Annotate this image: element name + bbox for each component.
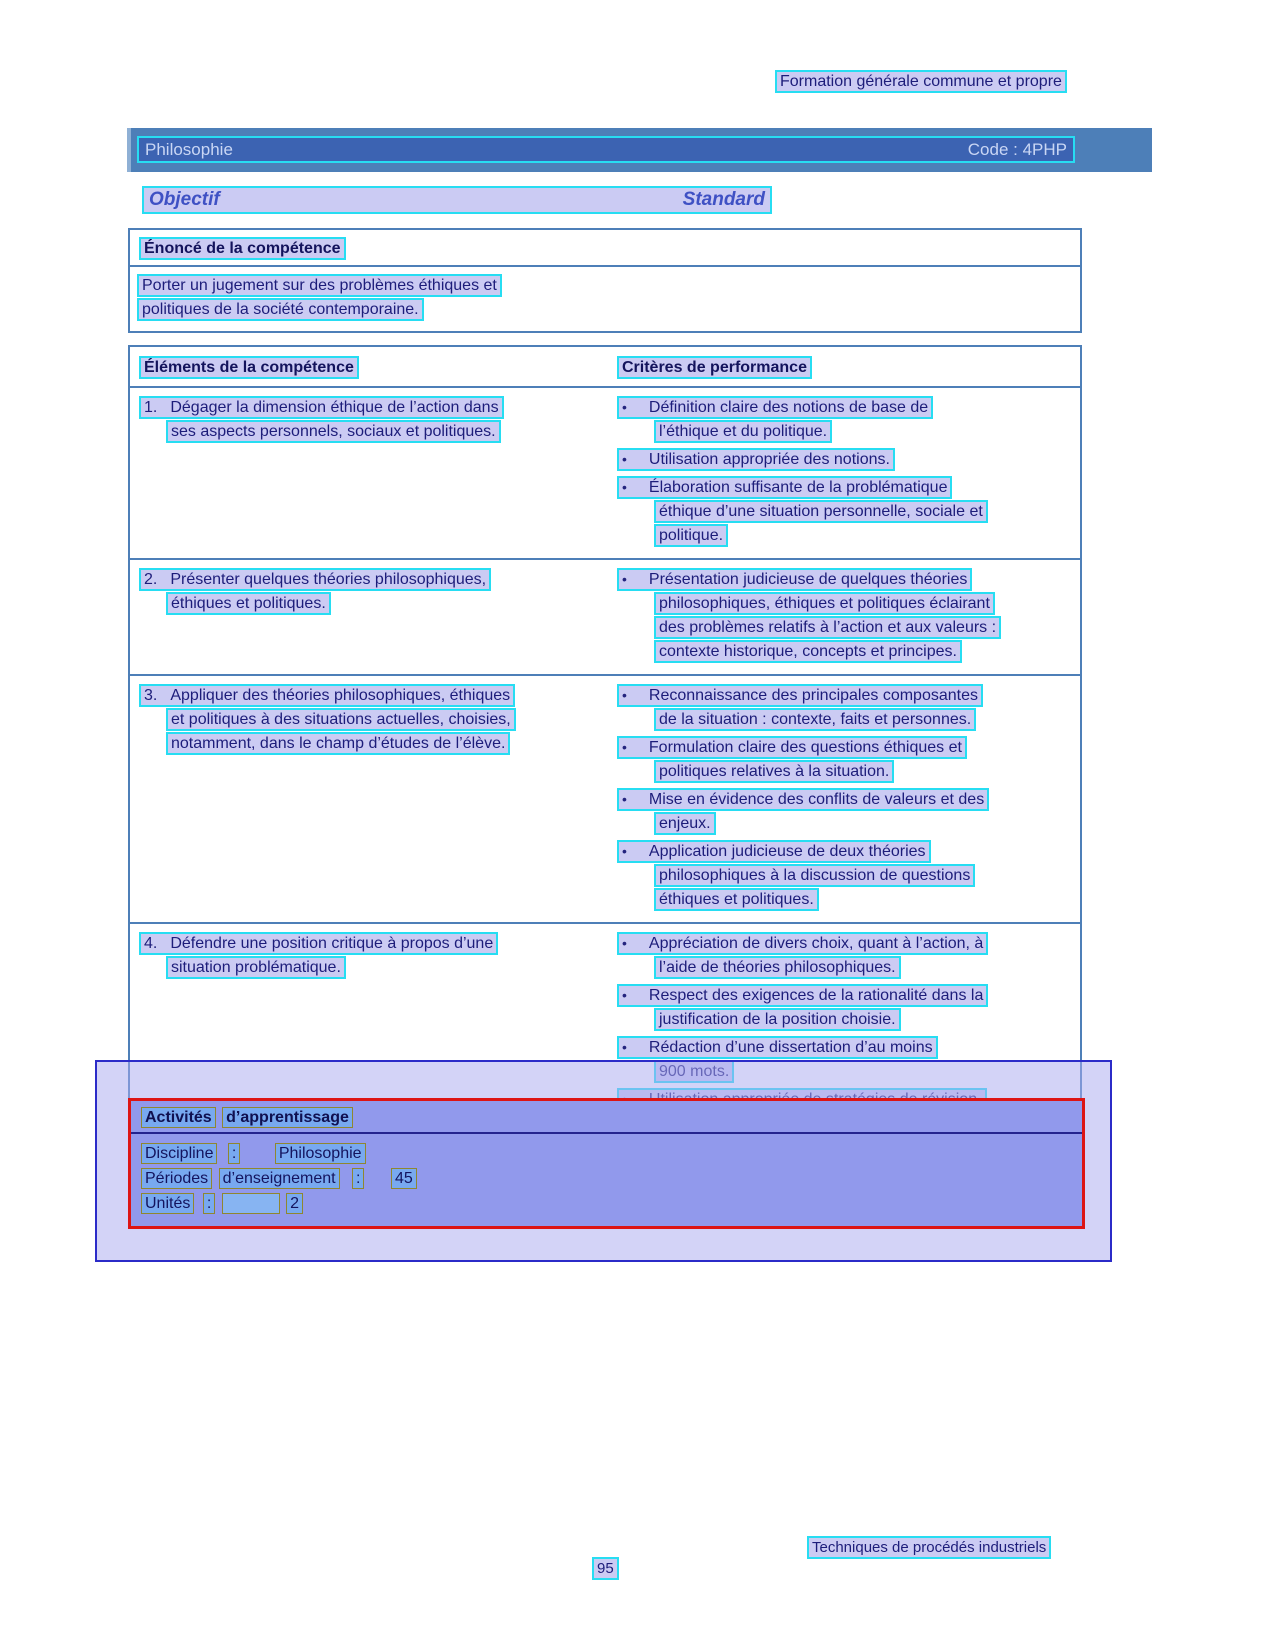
criterion-item [617,736,1071,783]
empty-highlight-box [222,1193,280,1214]
course-title-bar [127,128,1152,172]
page-number [592,1557,619,1580]
criterion-item [617,932,1071,979]
criterion-text-line: enjeux. [654,812,716,835]
table-row [130,558,1080,674]
unites-value: 2 [286,1193,303,1214]
criterion-text-line: • Rédaction d’une dissertation d’au moins [617,1036,938,1059]
enonce-heading: Énoncé de la compétence [139,237,346,260]
criterion-item [617,396,1071,443]
criterion-item [617,684,1071,731]
discipline-value: Philosophie [275,1143,366,1164]
colon: : [228,1143,240,1164]
page-number-text: 95 [592,1557,619,1580]
bullet-icon: • [622,399,627,415]
enonce-text-line: politiques de la société contemporaine. [137,298,424,321]
element-cell [139,568,617,664]
criterion-item [617,568,1071,663]
criterion-text-line: • Mise en évidence des conflits de valeurs et des [617,788,989,811]
criterion-text-line: • Formulation claire des questions éthiques et [617,736,967,759]
criterion-text-line: philosophiques, éthiques et politiques éclairant [654,592,995,615]
activites-heading-word: d’apprentissage [222,1107,353,1128]
element-text-line: 4. Défendre une position critique à propos d’une [139,932,498,955]
col2-header: Critères de performance [617,356,812,379]
running-footer [807,1536,1051,1559]
activites-box [128,1098,1085,1229]
course-code: Code : 4PHP [967,139,1067,159]
objectif-standard-row [142,186,772,214]
criterion-text-line: l’aide de théories philosophiques. [654,956,901,979]
bullet-icon: • [622,687,627,703]
bullet-icon: • [622,451,627,467]
criterion-item [617,984,1071,1031]
element-text-line: ses aspects personnels, sociaux et politiques. [166,420,501,443]
periodes-label: Périodes [141,1168,212,1189]
bullet-icon: • [622,739,627,755]
running-header-text: Formation générale commune et propre [775,70,1067,93]
enonce-box [128,228,1082,333]
element-text-line: et politiques à des situations actuelles, choisies, [166,708,516,731]
criterion-item [617,788,1071,835]
col1-header: Éléments de la compétence [139,356,359,379]
bullet-icon: • [622,479,627,495]
criterion-text-line: • Appréciation de divers choix, quant à l’action, à [617,932,988,955]
bullet-icon: • [622,571,627,587]
criterion-text-line: • Reconnaissance des principales composantes [617,684,983,707]
activites-row-unites [141,1193,1072,1215]
activites-row-discipline [141,1143,1072,1165]
element-text-line: 2. Présenter quelques théories philosophiques, [139,568,491,591]
criterion-text-line: éthique d’une situation personnelle, sociale et [654,500,988,523]
criterion-text-line: • Utilisation appropriée des notions. [617,448,895,471]
criterion-item [617,840,1071,911]
criterion-text-line: l’éthique et du politique. [654,420,832,443]
course-title-highlight [137,136,1075,163]
discipline-label: Discipline [141,1143,217,1164]
table-header-row [130,347,1080,388]
element-text-line: 1. Dégager la dimension éthique de l’action dans [139,396,504,419]
element-text-line: situation problématique. [166,956,346,979]
criterion-text-line: de la situation : contexte, faits et personnes. [654,708,976,731]
element-cell [139,684,617,912]
table-row [130,388,1080,558]
objectif-standard-highlight [142,186,772,214]
running-footer-text: Techniques de procédés industriels [807,1536,1051,1559]
periodes-value: 45 [391,1168,417,1189]
criteria-cell [617,684,1071,912]
bullet-icon: • [622,935,627,951]
activites-title-row [131,1101,1082,1134]
element-text-line: notamment, dans le champ d’études de l’élève. [166,732,510,755]
periodes-label2: d’enseignement [219,1168,340,1189]
enonce-title-row [130,230,1080,267]
criterion-item [617,476,1071,547]
course-title: Philosophie [145,139,233,159]
bullet-icon: • [622,843,627,859]
activites-heading-word: Activités [141,1107,216,1128]
criteria-cell [617,396,1071,548]
criterion-text-line: philosophiques à la discussion de questions [654,864,975,887]
activites-row-periodes [141,1168,1072,1190]
bullet-icon: • [622,987,627,1003]
objectif-heading: Objectif [149,189,220,210]
criterion-text-line: • Élaboration suffisante de la problématique [617,476,952,499]
colon: : [352,1168,364,1189]
criterion-item [617,448,1071,471]
criterion-text-line: contexte historique, concepts et principes. [654,640,962,663]
criterion-text-line: • Définition claire des notions de base de [617,396,933,419]
activites-body [131,1134,1082,1226]
criterion-text-line: • Respect des exigences de la rationalité dans la [617,984,988,1007]
bullet-icon: • [622,791,627,807]
criterion-text-line: des problèmes relatifs à l’action et aux valeurs : [654,616,1001,639]
table-row [130,674,1080,922]
running-header [775,70,1067,93]
element-cell [139,396,617,548]
colon: : [203,1193,215,1214]
criterion-text-line: • Application judicieuse de deux théories [617,840,931,863]
criterion-text-line: politique. [654,524,728,547]
criteria-cell [617,568,1071,664]
element-text-line: 3. Appliquer des théories philosophiques, éthiques [139,684,515,707]
enonce-text-line: Porter un jugement sur des problèmes éthiques et [137,274,502,297]
criterion-text-line: justification de la position choisie. [654,1008,901,1031]
enonce-body [130,267,1080,331]
element-text-line: éthiques et politiques. [166,592,331,615]
standard-heading: Standard [682,189,765,210]
competence-table [128,345,1082,1124]
criterion-text-line: politiques relatives à la situation. [654,760,894,783]
criterion-text-line: éthiques et politiques. [654,888,819,911]
unites-label: Unités [141,1193,194,1214]
criterion-text-line: • Présentation judicieuse de quelques théories [617,568,972,591]
bullet-icon: • [622,1039,627,1055]
